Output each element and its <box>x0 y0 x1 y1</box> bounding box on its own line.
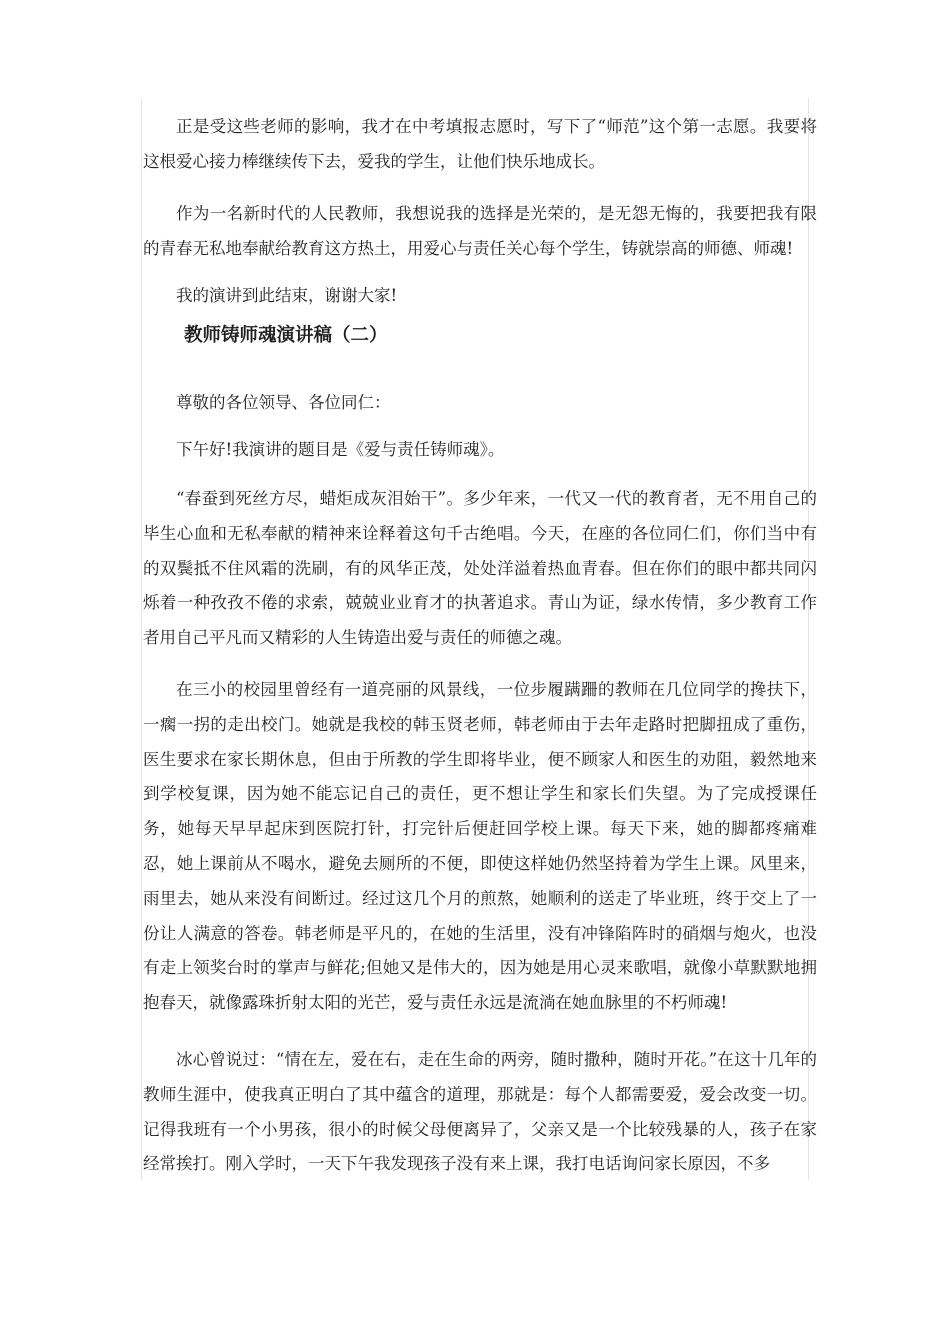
paragraph-influence: 正是受这些老师的影响，我才在中考填报志愿时，写下了“师范”这个第一志愿。我要将这根爱心接力棒继续传下去，爱我的学生，让他们快乐地成长。 <box>143 117 817 171</box>
paragraph-greeting: 下午好!我演讲的题目是《爱与责任铸师魂》。 <box>176 440 505 459</box>
left-margin-line <box>141 98 142 1180</box>
paragraph-choice: 作为一名新时代的人民教师，我想说我的选择是光荣的，是无怨无悔的，我要把我有限的青春无私地奉献给教育这方热土，用爱心与责任关心每个学生，铸就崇高的师德、师魂! <box>143 204 817 258</box>
paragraph-closing: 我的演讲到此结束，谢谢大家! <box>176 286 398 305</box>
paragraph-silkworm: “春蚕到死丝方尽，蜡炬成灰泪始干”。多少年来，一代又一代的教育者，无不用自己的毕生心血和无私奉献的精神来诠释着这句千古绝唱。今天，在座的各位同仁们，你们当中有的双鬓抵不住风霜的洗刷，有的风华正茂，处处洋溢着热血青春。但在你们的眼中都共同闪烁着一种孜孜不倦的求索，兢兢业业育才的执著追求。青山为证，绿水传情，多少教育工作者用自己平凡而又精彩的人生铸造出爱与责任的师德之魂。 <box>143 489 817 648</box>
paragraph-teacher-han: 在三小的校园里曾经有一道亮丽的风景线，一位步履蹒跚的教师在几位同学的搀扶下，一瘸一拐的走出校门。她就是我校的韩玉贤老师，韩老师由于去年走路时把脚扭成了重伤，医生要求在家长期休息，但由于所教的学生即将毕业，便不顾家人和医生的劝阻，毅然地来到学校复课，因为她不能忘记自己的责任，更不想让学生和家长们失望。为了完成授课任务，她每天早早起床到医院打针，打完针后便赶回学校上课。每天下来，她的脚都疼痛难忍，她上课前从不喝水，避免去厕所的不便，即使这样她仍然坚持着为学生上课。风里来，雨里去，她从来没有间断过。经过这几个月的煎熬，她顺利的送走了毕业班，终于交上了一份让人满意的答卷。韩老师是平凡的，在她的生活里，没有冲锋陷阵时的硝烟与炮火，也没有走上领奖台时的掌声与鲜花;但她又是伟大的，因为她是用心灵来歌唱，就像小草默默地拥抱春天，就像露珠折射太阳的光芒，爱与责任永远是流淌在她血脉里的不朽师魂! <box>143 680 817 1013</box>
section-heading: 教师铸师魂演讲稿（二） <box>184 325 388 346</box>
paragraph-bingxin: 冰心曾说过：“情在左，爱在右，走在生命的两旁，随时撒种，随时开花。”在这十几年的教师生涯中，使我真正明白了其中蕴含的道理，那就是：每个人都需要爱，爱会改变一切。记得我班有一个小男孩，很小的时候父母便离异了，父亲又是一个比较残暴的人，孩子在家经常挨打。刚入学时，一天下午我发现孩子没有来上课，我打电话询问家长原因，不多 <box>143 1050 817 1174</box>
paragraph-salutation: 尊敬的各位领导、各位同仁： <box>176 393 391 412</box>
